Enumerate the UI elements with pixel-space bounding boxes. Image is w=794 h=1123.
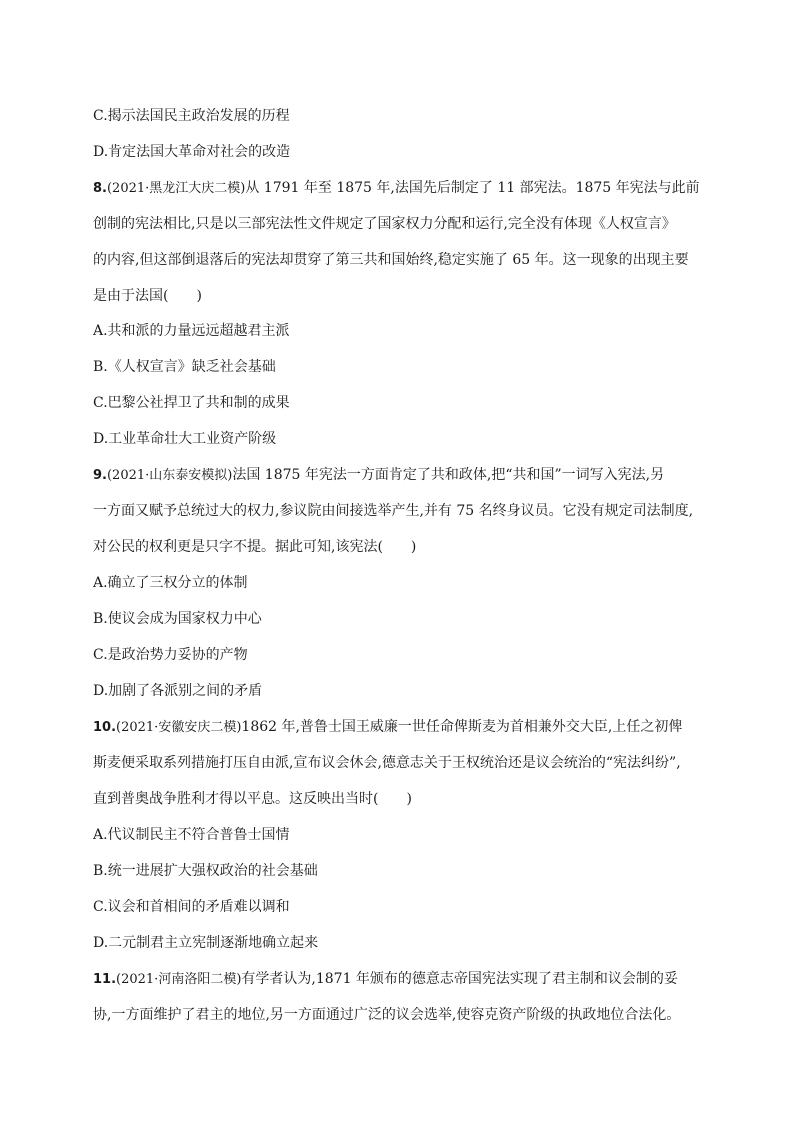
q8-option-a: A.共和派的力量远远超越君主派 — [93, 323, 290, 339]
q9-option-a: A.确立了三权分立的体制 — [93, 575, 248, 591]
q10-number: 10. — [93, 720, 117, 735]
q10-option-c: C.议会和首相间的矛盾难以调和 — [93, 899, 290, 915]
q7-option-d: D.肯定法国大革命对社会的改造 — [93, 144, 291, 160]
q10-stem-line-3: 直到普奥战争胜利才得以平息。这反映出当时( ) — [93, 791, 412, 807]
q11-number: 11. — [93, 972, 117, 987]
q8-option-c: C.巴黎公社捍卫了共和制的成果 — [93, 395, 290, 411]
q9-option-b: B.使议会成为国家权力中心 — [93, 611, 262, 627]
q11-stem-line-1 — [93, 970, 723, 989]
q11-source: (2021·河南洛阳二模) — [116, 972, 242, 987]
q10-source: (2021·安徽安庆二模) — [116, 720, 242, 735]
q8-source: (2021·黑龙江大庆二模) — [106, 181, 246, 196]
q7-option-c: C.揭示法国民主政治发展的历程 — [93, 108, 290, 124]
q8-option-d: D.工业革命壮大工业资产阶级 — [93, 431, 277, 447]
q9-stem-line-2: 一方面又赋予总统过大的权力,参议院由间接选举产生,并有 75 名终身议员。它没有规定司法制度, — [93, 503, 694, 519]
q9-stem-line-3: 对公民的权利更是只字不提。据此可知,该宪法( ) — [93, 539, 417, 555]
q9-number: 9. — [93, 468, 107, 483]
q10-option-b: B.统一进展扩大强权政治的社会基础 — [93, 863, 318, 879]
q9-stem-text: 法国 1875 年宪法一方面肯定了共和政体,把“共和国”一词写入宪法,另 — [232, 467, 665, 483]
q9-option-c: C.是政治势力妥协的产物 — [93, 647, 248, 663]
q8-stem-line-3: 的内容,但这部倒退落后的宪法却贯穿了第三共和国始终,稳定实施了 65 年。这一现象的出现主要 — [93, 252, 689, 268]
q10-stem-line-2: 斯麦便采取系列措施打压自由派,宣布议会休会,德意志关于王权统治还是议会统治的“宪法纠纷”, — [93, 755, 681, 771]
q9-source: (2021·山东泰安模拟) — [106, 468, 233, 483]
q8-option-b: B.《人权宣言》缺乏社会基础 — [93, 359, 276, 375]
q8-number: 8. — [93, 181, 107, 196]
q8-stem-text: 从 1791 年至 1875 年,法国先后制定了 11 部宪法。1875 年宪法与此前 — [245, 180, 700, 196]
q8-stem-line-4: 是由于法国( ) — [93, 288, 202, 304]
q10-stem-line-1 — [93, 718, 723, 737]
q11-stem-line-2: 协,一方面维护了君主的地位,另一方面通过广泛的议会选举,使容克资产阶级的执政地位合法化。 — [93, 1007, 681, 1023]
q10-stem-text: 1862 年,普鲁士国王威廉一世任命俾斯麦为首相兼外交大臣,上任之初俾 — [241, 719, 683, 735]
q9-option-d: D.加剧了各派别之间的矛盾 — [93, 683, 263, 699]
q9-stem-line-1 — [93, 466, 723, 485]
q10-option-a: A.代议制民主不符合普鲁士国情 — [93, 827, 290, 843]
q10-option-d: D.二元制君主立宪制逐渐地确立起来 — [93, 935, 319, 951]
q11-stem-text: 有学者认为,1871 年颁布的德意志帝国宪法实现了君主制和议会制的妥 — [241, 971, 678, 987]
q8-stem-line-2: 创制的宪法相比,只是以三部宪法性文件规定了国家权力分配和运行,完全没有体现《人权宣言》 — [93, 216, 676, 232]
q8-stem-line-1 — [93, 179, 723, 198]
